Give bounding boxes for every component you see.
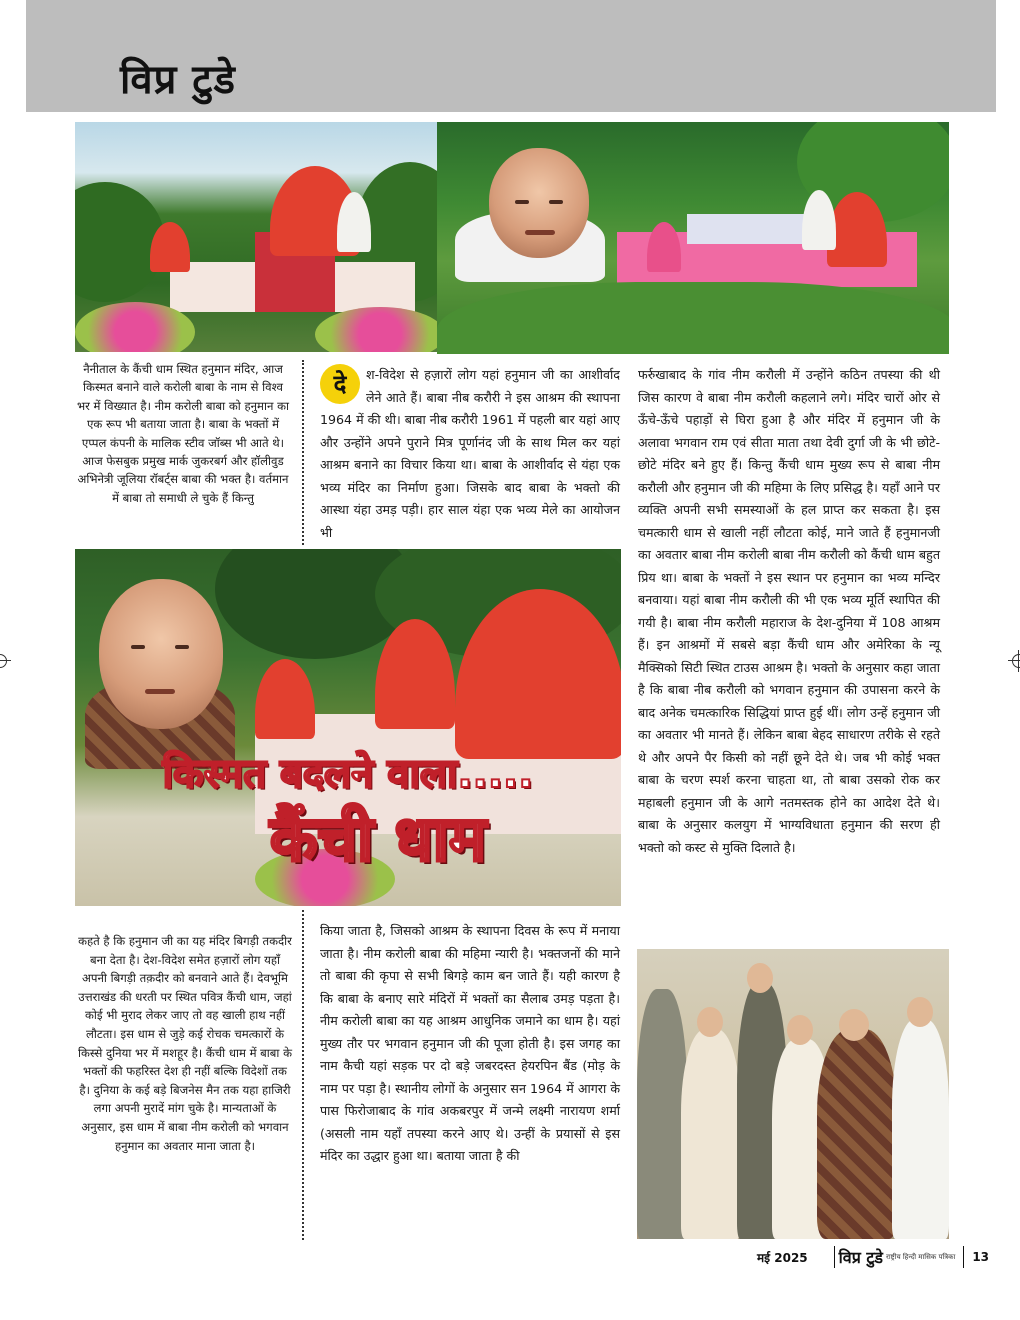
devotees-group-photo [637,949,949,1239]
footer-separator-2 [963,1246,964,1268]
masthead-title: विप्र टुडे [120,57,236,103]
page-footer [757,1245,989,1269]
baba-portrait-small [489,148,589,258]
registration-mark-right [1008,650,1020,672]
feature-photo [75,549,621,906]
drop-cap: दे [320,364,360,404]
page-number: 13 [972,1250,990,1264]
photo-caption-bottom: कहते है कि हनुमान जी का यह मंदिर बिगड़ी तकदीर बना देता है। देश-विदेश समेत हज़ारों लोग यहाँ अपनी बिगड़ी तक़दीर को बनवाने आते हैं। देवभूमि उत्तराखंड की धरती पर स्थित पवित्र कैंची धाम, जहां कोई भी मुराद लेकर जाए तो वह खाली हाथ नहीं लौटता। इस धाम से जुड़े कई रोचक चमत्कारों के किस्से दुनिया भर में मशहूर है। कैंची धाम में बाबा के भक्तों की फहरिस्त देश ही नहीं बल्कि विदेशों तक है। दुनिया के कई बड़े बिजनेस मैन तक यहा हाजिरी लगा अपनी मुरादें मांग चुके है। मान्यताओं के अनुसार, इस धाम में बाबा नीम करोली को भगवान हनुमान का अवतार माना जाता है। [77,934,293,1153]
footer-tagline: राष्ट्रीय हिन्दी मासिक पत्रिका [886,1252,956,1261]
footer-date: मई 2025 [757,1250,808,1265]
temple-photo-right [437,122,949,354]
article-column-right: फर्रुखाबाद के गांव नीम करौली में उन्होंने कठिन तपस्या की थी जिस कारण वे बाबा नीम करौली कहलाने लगे। मंदिर चारों ओर से ऊँचे-ऊँचे पहाड़ों से घिरा हुआ है और मंदिर में हनुमान जी के अलावा भगवान राम एवं सीता माता तथा देवी दुर्गा जी के भी छोटे-छोटे मंदिर बने हुए हैं। किन्तु कैंची धाम मुख्य रूप से बाबा नीम करौली और हनुमान जी की महिमा के लिए प्रसिद्ध है। यहाँ आने पर व्यक्ति अपनी सभी समस्याओं के हल प्राप्त कर सकता है। इस चमत्कारी धाम से खाली नहीं लौटता कोई, माने जाते हैं हनुमानजी का अवतार बाबा नीम करोली बाबा नीम करौली को कैंची धाम बहुत प्रिय था। बाबा के भक्तों ने इस स्थान पर हनुमान का भव्य मन्दिर बनवाया। यहां बाबा नीम करौली की भी एक भव्य मूर्ति स्थापित की गयी है। बाबा नीम करौली महाराज के देश-दुनिया में 108 आश्रम हैं। इन आश्रमों में सबसे बड़ा कैंची धाम और अमेरिका के न्यू मैक्सिको सिटी स्थित टाउस आश्रम है। भक्तो के अनुसार कहा जाता है कि बाबा नीब करौली को भगवान हनुमान की उपासना करने के बाद अनेक चमत्कारिक सिद्धियां प्राप्त हुई थीं। लोग उन्हें हनुमान जी का अवतार भी मानते हैं। लेकिन बाबा बेहद साधारण तरीके से रहते थे और अपने पैर किसी को नहीं छूने देते थे। जब भी कोई भक्त बाबा के चरण स्पर्श करना चाहता था, तो बाबा उसको रोक कर महाबली हनुमान जी के आगे नतमस्तक होने का आदेश देते थे। बाबा के अनुसार कलयुग में भाग्यविधाता हनुमान की सरण ही भक्तो को कस्ट से मुक्ति दिलाते है। [638,367,940,855]
article-text-middle-top: श-विदेश से हज़ारों लोग यहां हनुमान जी का आशीर्वाद लेने आते हैं। बाबा नीब करौरी ने इस आश्रम की स्थापना 1964 में की थी। बाबा नीब करौरी 1961 में पहली बार यहां आए और उन्होंने अपने पुराने मित्र पूर्णानंद जी के साथ मिल कर यहां आश्रम बनाने का विचार किया था। बाबा के आशीर्वाद से यंहा एक भव्य मंदिर का निर्माण हुआ। जिसके बाद बाबा के भक्तो की आस्था यंहा उमड़ पड़ी। हार साल यंहा एक भव्य मेले का आयोजन भी [320,367,620,540]
feature-title [75,744,621,879]
baba-portrait-large [99,579,223,729]
footer-masthead: विप्र टुडे [838,1248,883,1267]
feature-title-line2: कैंची धाम [270,802,486,875]
feature-title-line1: किस्मत बदलने वाला..... [162,751,534,797]
column-divider-bottom [302,910,304,1240]
article-column-middle-bottom: किया जाता है, जिसको आश्रम के स्थापना दिवस के रूप में मनाया जाता है। नीम करोली बाबा की महिमा न्यारी है। भक्तजनों की माने तो बाबा की कृपा से सभी बिगड़े काम बन जाते हैं। यही कारण है कि बाबा के बनाए सारे मंदिरों में भक्तों का सैलाब उमड़ पड़ता है। नीम करोली बाबा का यह आश्रम आधुनिक जमाने का धाम है। यहां मुख्य तौर पर भगवान हनुमान जी की पूजा होती है। इस जगह का नाम कैची यहां सड़क पर दो बड़े जबरदस्त हेयरपिन बैंड (मोड़ के नाम पर पड़ा है। स्थानीय लोगों के अनुसार सन 1964 में आगरा के पास फिरोजाबाद के गांव अकबरपुर में जन्मे लक्ष्मी नारायण शर्मा (असली नाम यहाँ तपस्या करने आए थे। उन्हीं के प्रयासों से इस मंदिर का उद्धार हुआ था। बताया जाता है की [320,923,620,1163]
registration-mark-left [0,650,11,672]
temple-photo-left [75,122,437,352]
column-divider-top [302,360,304,545]
article-column-middle-top [320,364,620,544]
photo-caption-top: नैनीताल के कैंची धाम स्थित हनुमान मंदिर, आज किस्मत बनाने वाले करोली बाबा के नाम से विश्व भर में विख्यात है। नीम करोली बाबा को हनुमान का एक रूप भी बताया जाता है। बाबा के भक्तों में एप्पल कंपनी के मालिक स्टीव जॉब्स भी आते थे। आज फेसबुक प्रमुख मार्क जुकरबर्ग और हॉलीवुड अभिनेत्री जूलिया रॉबर्ट्स बाबा की भक्त है। वर्तमान में बाबा तो समाधी ले चुके हैं किन्तु [76,362,289,505]
footer-separator [834,1246,835,1268]
